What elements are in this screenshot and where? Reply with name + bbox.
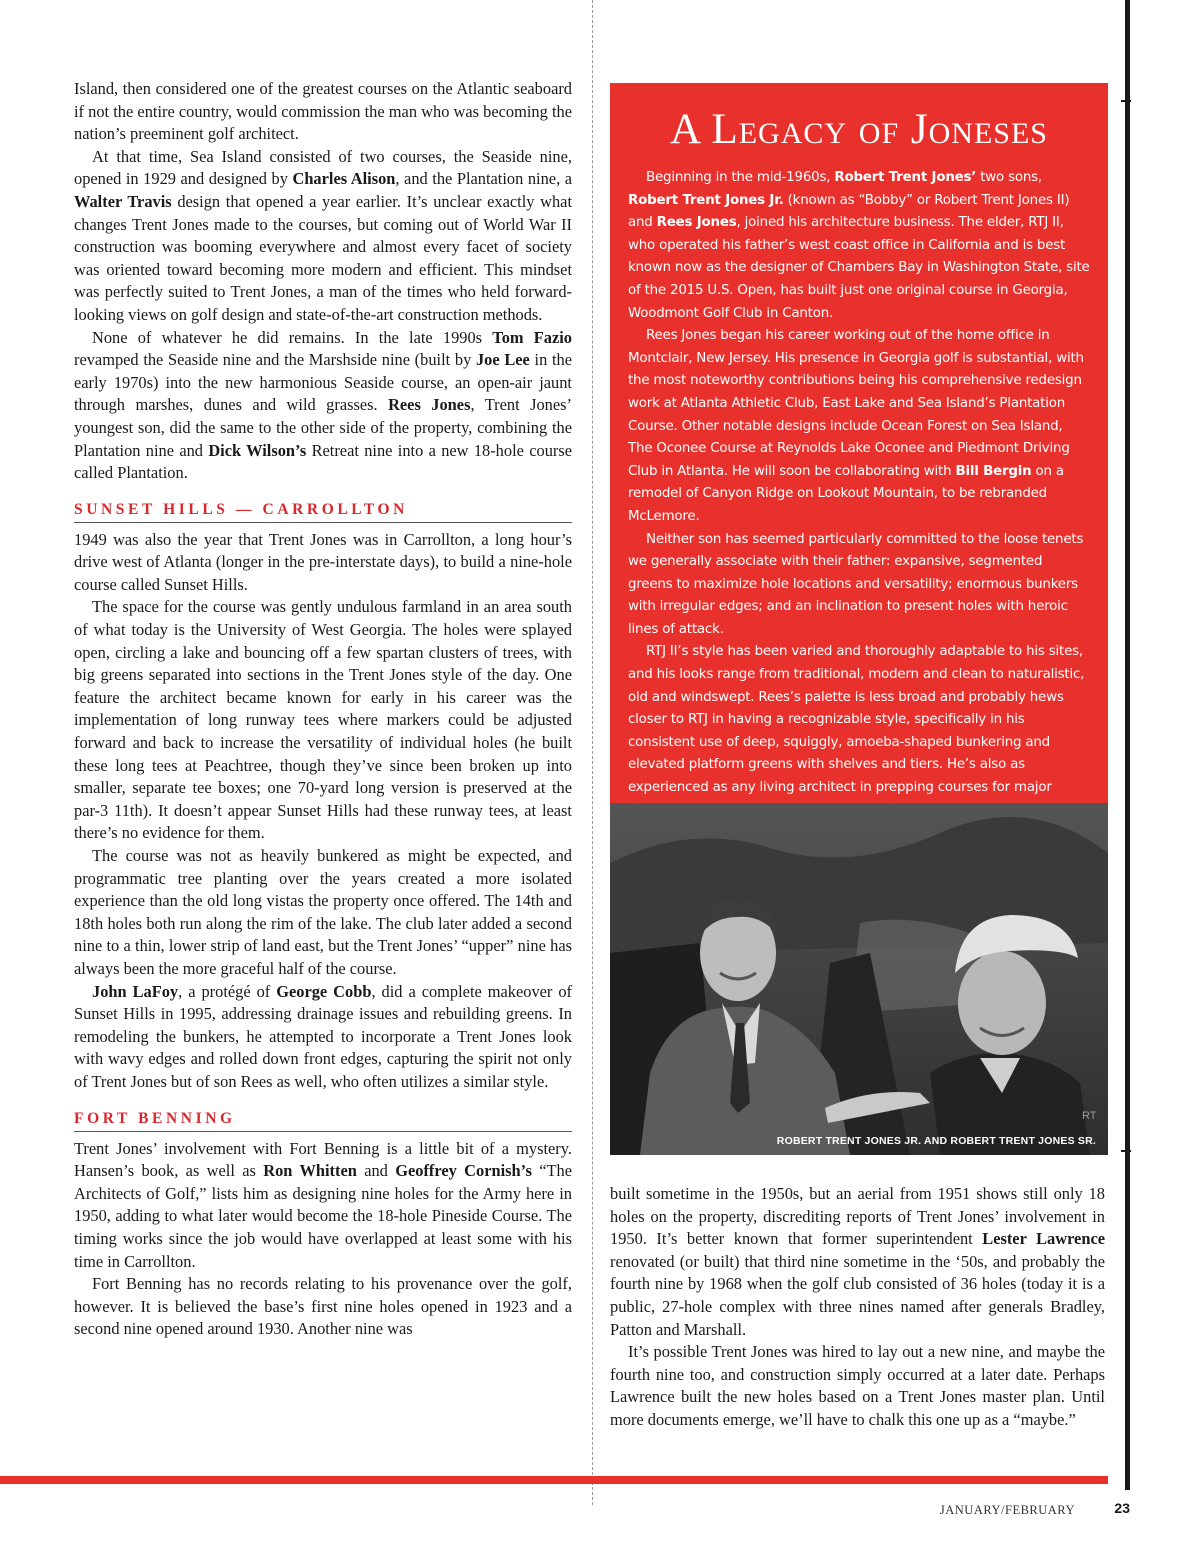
sidebar-paragraph: Beginning in the mid-1960s, Robert Trent Jones’ two sons, Robert Trent Jones Jr. (known as “Bobby” or Robert Trent Jones II) and Rees Jones, joined his architecture business. The elder, RTJ II, who operated his father’s west coast office in California and is best known now as the designer of Chambers Bay in Washington State, site of the 2015 U.S. Open, has built just one original course in Georgia, Woodmont Golf Club in Canton. [628, 170, 1090, 321]
section-heading-fort-benning: FORT BENNING [74, 1109, 572, 1132]
section-heading-sunset-hills: SUNSET HILLS — CARROLLTON [74, 500, 572, 523]
bold-name: Geoffrey Cornish’s [395, 1161, 532, 1181]
sidebar-paragraph: Neither son has seemed particularly committed to the loose tenets we generally associate with their father: expansive, segmented greens to maximize hole locations and versatility; enormous bunkers with irregular edges; and an inclination to present holes with heroic lines of attack. [628, 531, 1084, 637]
bold-name: Ron Whitten [263, 1161, 357, 1181]
sidebar-title: A Legacy of Joneses [670, 106, 1048, 153]
edge-tick [1121, 100, 1131, 102]
bold-name: George Cobb [276, 981, 372, 1001]
bold-name: Lester Lawrence [982, 1229, 1105, 1249]
paragraph: Island, then considered one of the greatest courses on the Atlantic seaboard if not the entire country, would commission the man who was becoming the nation’s preeminent golf architect. [74, 79, 572, 144]
bold-name: Walter Travis [74, 191, 172, 211]
bold-name: Rees Jones [388, 395, 471, 415]
photo-caption: ROBERT TRENT JONES JR. AND ROBERT TRENT JONES SR. [776, 1135, 1096, 1147]
edge-tick [1121, 1150, 1131, 1152]
paragraph: 1949 was also the year that Trent Jones was in Carrollton, a long hour’s drive west of Atlanta (longer in the pre-interstate days), to build a nine-hole course called Sunset Hills. [74, 529, 572, 594]
paragraph: At that time, Sea Island consisted of two courses, the Seaside nine, opened in 1929 and designed by Charles Alison, and the Plantation nine, a Walter Travis design that opened a year earlier. It’s unclear exactly what changes Trent Jones made to the courses, but coming out of World War II construction was booming everywhere and almost every facet of society was oriented toward becoming more modern and efficient. This mindset was perfectly suited to Trent Jones, a man of the times who held forward-looking views on golf design and state-of-the-art construction methods. [74, 146, 573, 324]
right-article-column [610, 1183, 1105, 1432]
photo-corner-mark: RT [1082, 1110, 1097, 1122]
footer-issue-label: JANUARY/FEBRUARY [939, 1503, 1075, 1517]
left-article-column [74, 78, 572, 1341]
paragraph: None of whatever he did remains. In the late 1990s Tom Fazio revamped the Seaside nine and the Marshside nine (built by Joe Lee in the early 1970s) into the new harmonious Seaside course, an open-air jaunt through marshes, dunes and wild grasses. Rees Jones, Trent Jones’ youngest son, did the same to the other side of the property, combining the Plantation nine and Dick Wilson’s Retreat nine into a new 18-hole course called Plantation. [74, 327, 573, 483]
footer-accent-bar [0, 1476, 1108, 1484]
paragraph: Fort Benning has no records relating to his provenance over the golf, however. It is believed the base’s first nine holes opened in 1923 and a second nine opened around 1930. Another nine was [74, 1274, 572, 1339]
bold-name: Rees Jones [656, 215, 737, 231]
bold-name: John LaFoy [92, 981, 179, 1001]
paragraph: Trent Jones’ involvement with Fort Benning is a little bit of a mystery. Hansen’s book, as well as Ron Whitten and Geoffrey Cornish’s “The Architects of Golf,” lists him as designing nine holes for the Army here in 1950, adding to what later would become the 18-hole Pineside Course. The timing works since the job would have overlapped at least some with his time in Carrollton. [74, 1138, 572, 1271]
paragraph: The space for the course was gently undulous farmland in an area south of what today is the University of West Georgia. The holes were splayed open, circling a lake and bouncing off a few spartan clusters of trees, with big greens separated into sections in the Trent Jones style of the day. One feature the architect became known for early in his career was the implementation of long runway tees where markers could be adjusted forward and back to increase the versatility of individual holes (he built these long tees at Peachtree, though they’ve since been broken up into smaller, separate tee boxes; one 70-yard long version is preserved at the par-3 11th). It doesn’t appear Sunset Hills had these runway tees, at least there’s no evidence for them. [74, 597, 572, 843]
bold-name: Tom Fazio [492, 327, 573, 347]
bold-name: Bill Bergin [955, 463, 1032, 479]
page-edge-bar [1125, 0, 1130, 1490]
page-number: 23 [1114, 1500, 1130, 1516]
column-divider [592, 0, 593, 1505]
bold-name: Joe Lee [475, 350, 530, 370]
historic-photo [610, 803, 1108, 1155]
bold-name: Robert Trent Jones Jr. [628, 192, 784, 208]
bold-name: Robert Trent Jones’ [834, 170, 977, 185]
sidebar-paragraph: Rees Jones began his career working out of the home office in Montclair, New Jersey. His presence in Georgia golf is substantial, with the most noteworthy contributions being his comprehensive redesign work at Atlanta Athletic Club, East Lake and Sea Island’s Plantation Course. Other notable designs include Ocean Forest on Sea Island, The Oconee Course at Reynolds Lake Oconee and Piedmont Driving Club in Atlanta. He will soon be collaborating with Bill Bergin on a remodel of Canyon Ridge on Lookout Mountain, to be rebranded McLemore. [628, 328, 1084, 524]
paragraph: John LaFoy, a protégé of George Cobb, did a complete makeover of Sunset Hills in 1995, addressing drainage issues and rebuilding greens. In remodeling the bunkers, he attempted to incorporate a Trent Jones look with wavy edges and rolled down front edges, capturing the spirit not only of Trent Jones but of son Rees as well, who often utilizes a similar style. [74, 981, 572, 1091]
bold-name: Charles Alison [292, 169, 396, 189]
bold-name: Dick Wilson’s [208, 440, 307, 460]
paragraph: It’s possible Trent Jones was hired to lay out a new nine, and maybe the fourth nine too, and construction simply occurred at a later date. Perhaps Lawrence built the new holes based on a Trent Jones master plan. Until more documents emerge, we’ll have to chalk this one up as a “maybe.” [610, 1342, 1105, 1429]
paragraph: built sometime in the 1950s, but an aerial from 1951 shows still only 18 holes on the property, discrediting reports of Trent Jones’ involvement in 1950. It’s better known that former superintendent Lester Lawrence renovated (or built) that third nine sometime in the ‘50s, and probably the fourth nine by 1968 when the golf club consisted of 36 holes (today it is a public, 27-hole complex with three nines named after generals Bradley, Patton and Marshall. [610, 1184, 1105, 1339]
paragraph: The course was not as heavily bunkered as might be expected, and programmatic tree planting over the years created a more isolated experience than the old long vistas the property once offered. The 14th and 18th holes both run along the rim of the lake. The club later added a second nine to a thin, lower strip of land east, but the Trent Jones’ “upper” nine has always been the more graceful half of the course. [74, 846, 572, 978]
sidebar-paragraph: RTJ II’s style has been varied and thoroughly adaptable to his sites, and his looks range from traditional, modern and clean to naturalistic, old and windswept. Rees’s palette is less broad and probably hews closer to RTJ in having a recognizable style, specifically in his consistent use of deep, squiggly, amoeba-shaped bunkering and elevated platform greens with shelves and tiers. He’s also as experienced as any living architect in prepping courses for major [628, 644, 1085, 796]
legacy-sidebar-box [610, 83, 1108, 803]
photo-illustration [610, 803, 1108, 1155]
